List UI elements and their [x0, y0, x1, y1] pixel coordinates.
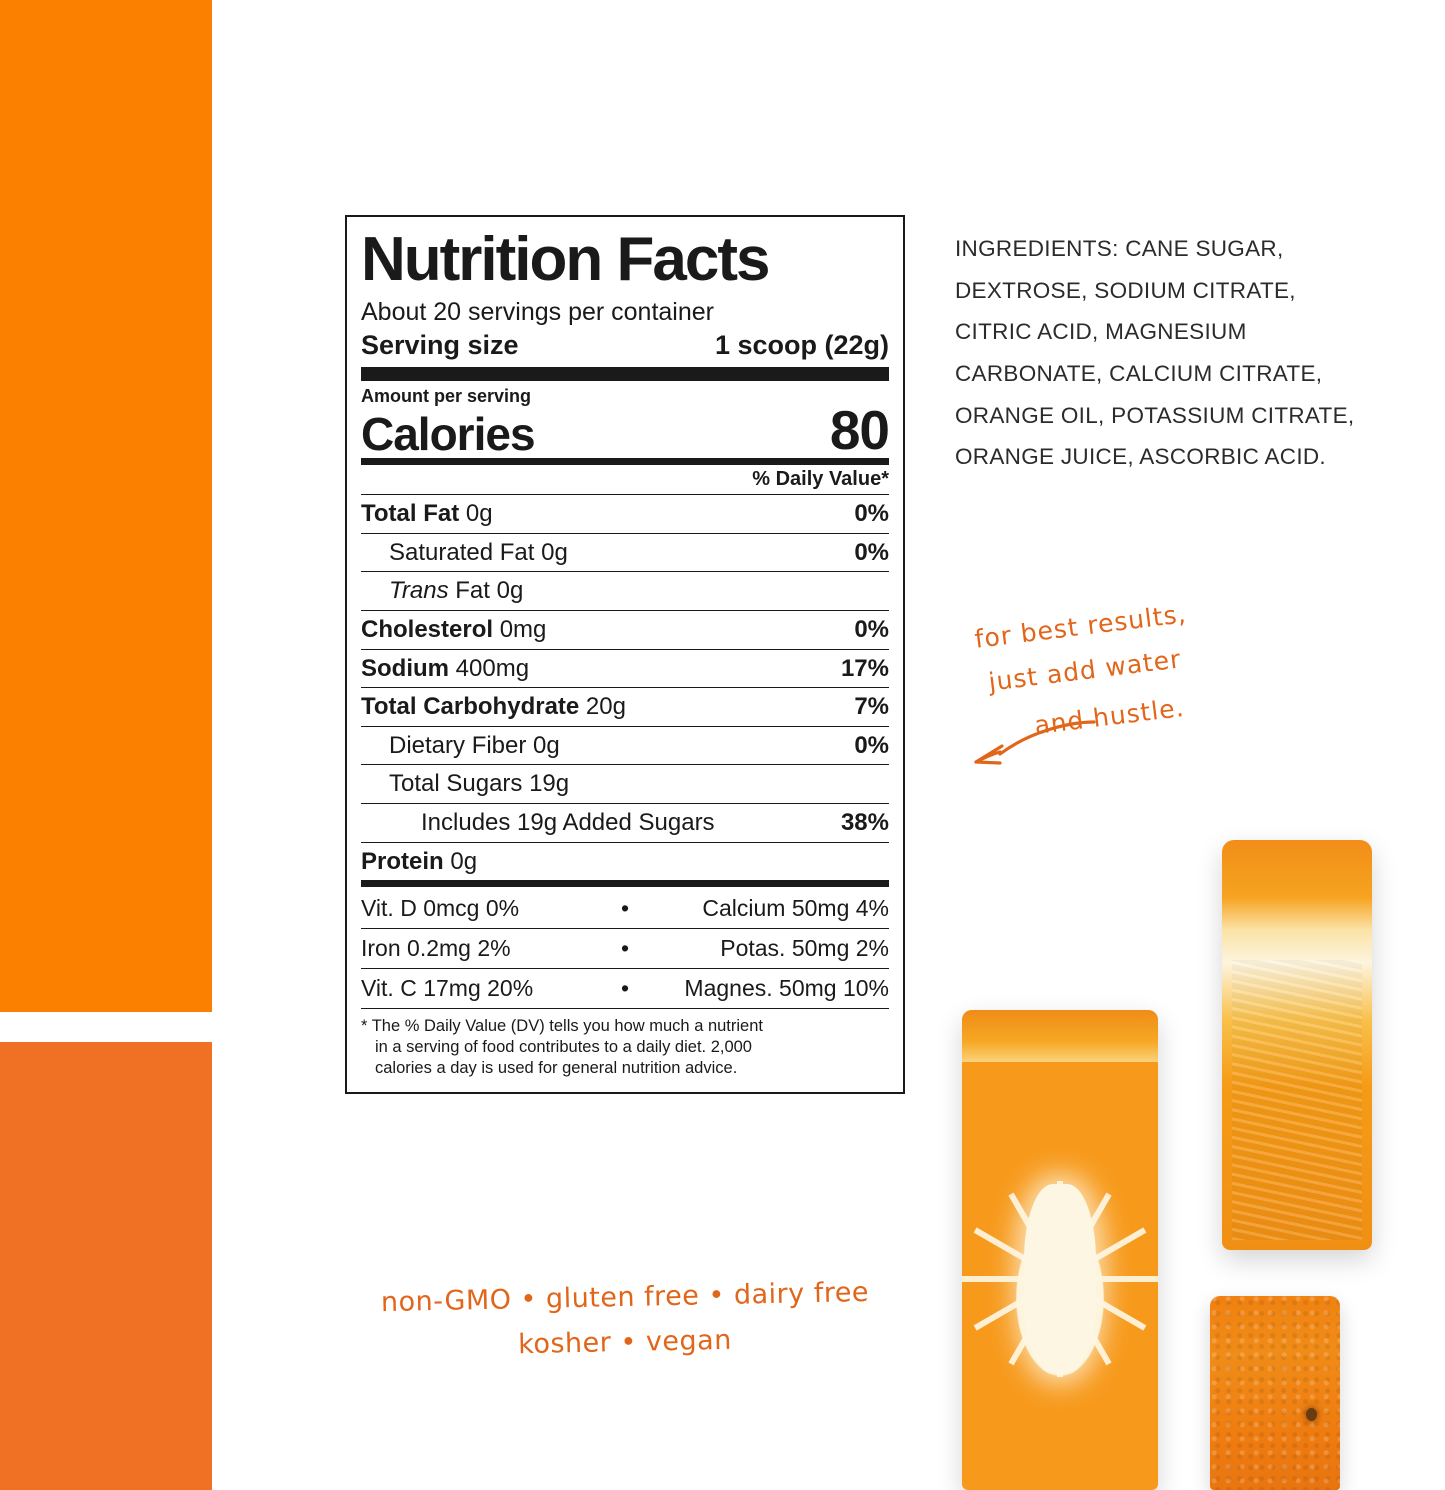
- nutrient-pct: 38%: [840, 809, 889, 836]
- vitamin-row: [361, 929, 889, 968]
- nutrient-name: Total Sugars: [389, 770, 523, 798]
- bullet-icon: •: [620, 935, 630, 962]
- vitamin-left: Vit. C 17mg 20%: [361, 975, 534, 1002]
- nutrient-amount: 0mg: [499, 616, 547, 644]
- vitamin-left: Iron 0.2mg 2%: [361, 935, 511, 962]
- nutrient-row-total-sugars: [361, 765, 889, 803]
- vitamin-table: [361, 889, 889, 1009]
- nutrient-pct: 0%: [854, 731, 889, 759]
- calories-value: 80: [829, 399, 889, 462]
- vitamin-right: Calcium 50mg 4%: [702, 895, 889, 922]
- note-line-2: just add water: [986, 644, 1183, 697]
- bullet-icon: •: [620, 975, 630, 1002]
- amount-per-serving-label: Amount per serving: [361, 386, 532, 407]
- left-orange-bar-top: [0, 0, 212, 1012]
- serving-size-label: Serving size: [361, 330, 519, 361]
- nutrient-name: Protein: [361, 847, 444, 875]
- nutrient-amount: Fat 0g: [455, 577, 524, 605]
- nutrient-name: Trans: [389, 577, 449, 605]
- nutrient-name: Total Fat: [361, 500, 460, 528]
- peel-dimple: [1306, 1408, 1317, 1421]
- nutrient-pct: 17%: [840, 654, 889, 682]
- left-orange-bar-bottom: [0, 1042, 212, 1490]
- footnote-line-3: calories a day is used for general nutrition advice.: [375, 1059, 738, 1078]
- calories-row: [361, 399, 889, 462]
- ingredients-label: INGREDIENTS:: [955, 236, 1119, 261]
- note-line-1: for best results,: [973, 599, 1189, 654]
- nutrient-row-trans-fat: [361, 572, 889, 610]
- divider-medium-2: [361, 880, 889, 887]
- nutrient-row-total-carbohydrate: [361, 688, 889, 726]
- serving-size-row: [361, 330, 889, 361]
- ingredients-block: [955, 228, 1375, 478]
- vitamin-left: Vit. D 0mcg 0%: [361, 895, 520, 922]
- ingredients-text: CANE SUGAR, DEXTROSE, SODIUM CITRATE, CITRIC ACID, MAGNESIUM CARBONATE, CALCIUM CITRATE, ORANGE OIL, POTASSIUM CITRATE, ORANGE JUICE, ASCORBIC ACID.: [955, 236, 1355, 470]
- nutrient-pct: 0%: [854, 616, 889, 644]
- nutrient-pct: 0%: [854, 538, 889, 566]
- nutrient-amount: 400mg: [455, 654, 530, 682]
- daily-value-footnote: [361, 1009, 889, 1081]
- nutrient-name: Cholesterol: [361, 616, 494, 644]
- vitamin-row: [361, 889, 889, 928]
- nutrient-amount: 0g: [533, 731, 560, 759]
- calories-label: Calories: [361, 407, 535, 460]
- nutrient-row-sodium: [361, 650, 889, 688]
- orange-peel-photo: [1210, 1296, 1340, 1490]
- nutrition-facts-title: Nutrition Facts: [361, 225, 769, 294]
- footnote-line-1: * The % Daily Value (DV) tells you how much a nutrient: [361, 1017, 763, 1036]
- handwritten-note-best-results: [962, 599, 1302, 768]
- nutrient-name: Total Carbohydrate: [361, 693, 580, 721]
- serving-size-value: 1 scoop (22g): [714, 330, 889, 361]
- nutrient-amount: 0g: [450, 847, 478, 875]
- vitamin-right: Potas. 50mg 2%: [720, 935, 889, 962]
- nutrient-name: Saturated Fat: [389, 538, 535, 566]
- nutrient-name: Dietary Fiber: [389, 731, 527, 759]
- claims-line-1: non-GMO • gluten free • dairy free: [380, 1276, 870, 1319]
- vitamin-row: [361, 969, 889, 1008]
- nutrition-facts-panel: [345, 215, 905, 1094]
- bullet-icon: •: [620, 895, 630, 922]
- nutrient-pct: 7%: [854, 693, 889, 721]
- nutrient-row-dietary-fiber: [361, 727, 889, 765]
- nutrient-name: Includes 19g Added Sugars: [421, 809, 715, 836]
- orange-wedge-photo: [1222, 840, 1372, 1250]
- nutrient-row-protein: [361, 843, 889, 881]
- product-claims: [345, 1276, 905, 1361]
- vitamin-right: Magnes. 50mg 10%: [684, 975, 889, 1002]
- servings-per-container: About 20 servings per container: [361, 298, 714, 326]
- footnote-line-2: in a serving of food contributes to a daily diet. 2,000: [375, 1038, 752, 1057]
- nutrient-row-added-sugars: [361, 804, 889, 842]
- claims-line-2: kosher • vegan: [517, 1324, 733, 1361]
- curved-arrow-icon: [962, 716, 1102, 776]
- nutrient-amount: 20g: [585, 693, 626, 721]
- nutrient-amount: 0g: [465, 500, 493, 528]
- nutrient-row-cholesterol: [361, 611, 889, 649]
- nutrient-amount: 19g: [529, 770, 570, 798]
- nutrient-amount: 0g: [541, 538, 568, 566]
- daily-value-header: % Daily Value*: [752, 468, 889, 491]
- nutrient-row-saturated-fat: [361, 534, 889, 572]
- nutrient-pct: 0%: [854, 500, 889, 528]
- nutrient-row-total-fat: [361, 495, 889, 533]
- orange-slice-photo: [962, 1010, 1158, 1490]
- note-line-3: and hustle.: [1032, 692, 1186, 741]
- divider-thick-top: [361, 367, 889, 381]
- nutrient-name: Sodium: [361, 654, 449, 682]
